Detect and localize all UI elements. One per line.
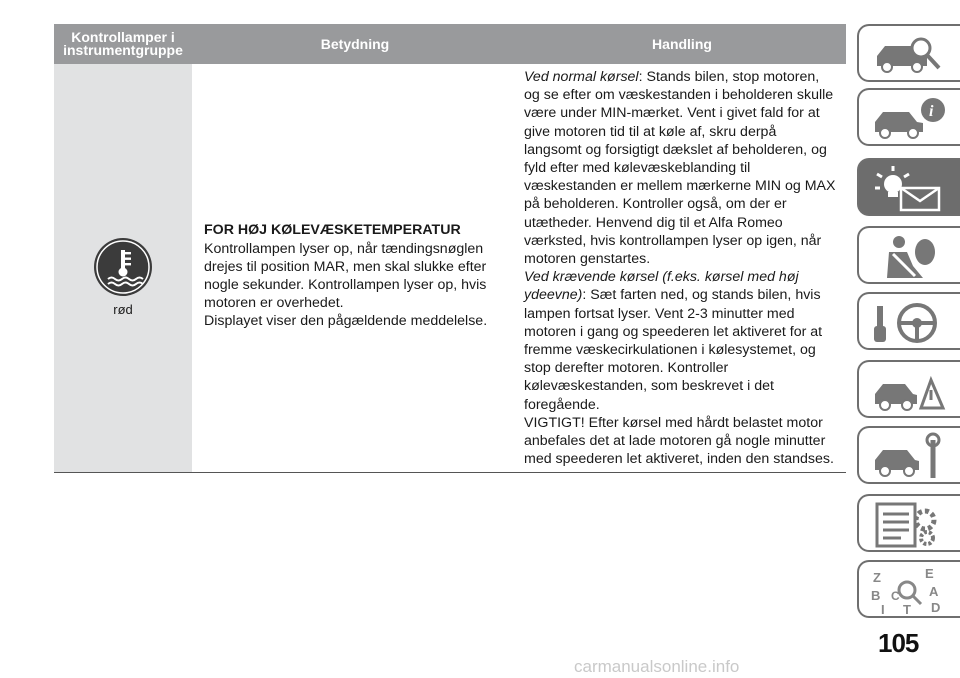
important-line: med speederen let aktiveret, inden den standses. bbox=[524, 451, 834, 468]
action-demanding-first-line bbox=[524, 286, 846, 304]
svg-text:A: A bbox=[929, 584, 939, 599]
svg-text:E: E bbox=[925, 566, 934, 581]
airbag-seatbelt-icon[interactable] bbox=[857, 226, 960, 284]
alphabetical-index-icon[interactable] bbox=[857, 560, 960, 618]
demanding-driving-text: : Sæt farten ned, og stands bilen, hvis bbox=[582, 287, 821, 304]
action-line: foregående. bbox=[524, 396, 600, 413]
action-normal-first-line bbox=[524, 68, 846, 86]
svg-text:Z: Z bbox=[873, 570, 881, 585]
action-line: og se efter om væskestanden i beholderen skulle bbox=[524, 87, 834, 104]
normal-driving-text: : Stands bilen, stop motoren, bbox=[638, 69, 820, 85]
header-lamps-line2: instrumentgruppe bbox=[63, 42, 183, 58]
coolant-temperature-icon bbox=[94, 238, 152, 296]
action-line: lampen fortsat lyser. Vent 2-3 minutter med bbox=[524, 305, 795, 322]
car-emergency-icon[interactable] bbox=[857, 360, 960, 418]
meaning-line: Kontrollampen lyser op, når tændingsnøglen bbox=[204, 240, 484, 257]
warning-lights-table bbox=[54, 24, 846, 473]
important-line: anbefales det at lade motoren gå nogle minutter bbox=[524, 433, 826, 450]
action-line: motoren genstartes. bbox=[524, 251, 651, 268]
meaning-line: drejes til position MAR, men skal slukke efter bbox=[204, 258, 487, 275]
svg-text:i: i bbox=[929, 103, 934, 120]
svg-text:I: I bbox=[881, 602, 885, 616]
svg-text:D: D bbox=[931, 600, 941, 615]
technical-data-icon[interactable] bbox=[857, 494, 960, 552]
meaning-line: Displayet viser den pågældende meddelelse. bbox=[204, 313, 488, 330]
svg-text:C: C bbox=[891, 589, 900, 603]
header-action: Handling bbox=[652, 35, 712, 52]
demanding-driving-label: Ved krævende kørsel (f.eks. kørsel med høj bbox=[524, 269, 799, 286]
meaning-line: nogle sekunder. Kontrollampen lyser op, hvis bbox=[204, 277, 487, 293]
meaning-line: motoren er overhedet. bbox=[204, 295, 344, 312]
action-line: give motoren tid til at køle af, skru derpå bbox=[524, 123, 777, 140]
key-steering-wheel-icon[interactable] bbox=[857, 292, 960, 350]
meaning-cell bbox=[192, 64, 518, 472]
action-line: værksted, hvis kontrollampen lyser op igen, når bbox=[524, 232, 822, 249]
action-line: fremme væskecirkulationen i kølesystemet, og bbox=[524, 342, 816, 359]
important-line: VIGTIGT! Efter kørsel med hårdt belastet motor bbox=[524, 414, 823, 431]
action-line: være under MIN-mærket. Vent i givet fald for at bbox=[524, 105, 820, 122]
car-search-icon[interactable] bbox=[857, 24, 960, 82]
svg-text:B: B bbox=[871, 588, 881, 603]
normal-driving-label: Ved normal kørsel bbox=[524, 69, 639, 85]
header-lamps bbox=[54, 24, 192, 64]
demanding-driving-label-end: ydeevne) bbox=[524, 287, 583, 304]
action-line: kølevæskestanden, som beskrevet i det bbox=[524, 378, 774, 395]
table-header bbox=[54, 24, 846, 64]
table-row bbox=[54, 64, 846, 473]
action-line: langsomt og forsigtigt dækslet af beholderen, og bbox=[524, 141, 827, 158]
action-line: væskestanden er mellem mærkerne MIN og MAX bbox=[524, 178, 836, 195]
action-cell bbox=[518, 64, 846, 472]
watermark: carmanualsonline.info bbox=[574, 657, 740, 676]
page-number: 105 bbox=[878, 628, 919, 658]
action-line: motoren i gang og speederen let aktiveret for at bbox=[524, 323, 823, 340]
action-line: stop derefter motoren. Kontroller bbox=[524, 360, 729, 377]
action-line: på beholderen. Kontroller også, om der er bbox=[524, 196, 787, 213]
car-info-icon[interactable] bbox=[857, 88, 960, 146]
header-lamps-line1: Kontrollamper i bbox=[71, 29, 175, 45]
car-maintenance-icon[interactable] bbox=[857, 426, 960, 484]
meaning-title: FOR HØJ KØLEVÆSKETEMPERATUR bbox=[204, 222, 461, 239]
svg-text:T: T bbox=[903, 602, 911, 616]
action-line: utætheder. Henvend dig til et Alfa Romeo bbox=[524, 214, 783, 231]
lamp-cell bbox=[54, 64, 192, 472]
header-meaning: Betydning bbox=[320, 35, 390, 52]
lamp-color-label: rød bbox=[113, 301, 133, 317]
warning-light-message-icon[interactable] bbox=[857, 158, 960, 216]
action-line: fyld efter med kølevæskeblanding til bbox=[524, 160, 751, 177]
